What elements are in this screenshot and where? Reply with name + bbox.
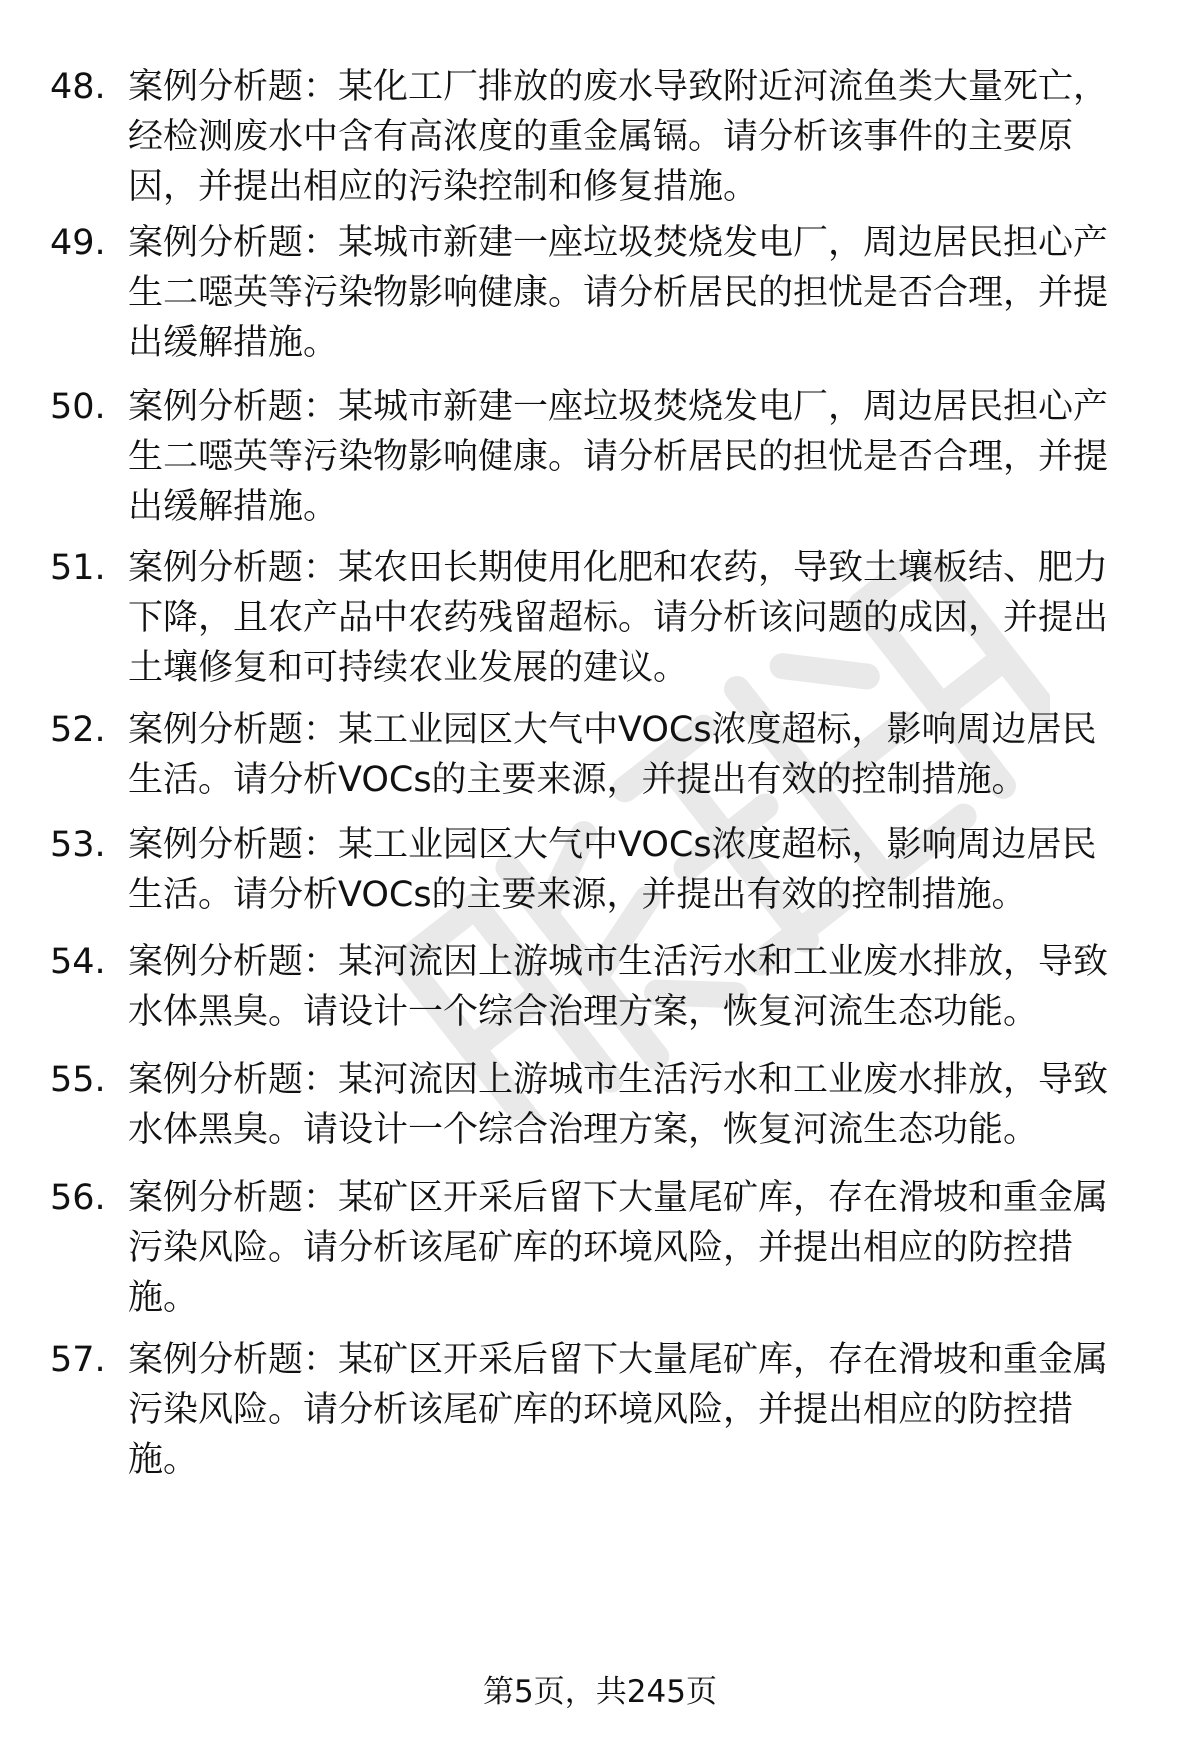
question-line: 案例分析题：某农田长期使用化肥和农药，导致土壤板结、肥力 [128,548,1109,588]
question-line: 施。 [128,1278,199,1318]
question-number: 52. [50,710,106,750]
question-text [128,820,1148,920]
question-line: 因，并提出相应的污染控制和修复措施。 [128,167,759,207]
question-line: 案例分析题：某城市新建一座垃圾焚烧发电厂，周边居民担心产 [128,387,1109,427]
question-line: 案例分析题：某河流因上游城市生活污水和工业废水排放，导致 [128,942,1109,982]
question-text [128,705,1148,805]
question-text [128,543,1148,693]
question-number: 53. [50,825,106,865]
question-line: 污染风险。请分析该尾矿库的环境风险，并提出相应的防控措 [128,1228,1074,1268]
question-line: 案例分析题：某工业园区大气中VOCs浓度超标，影响周边居民 [128,825,1097,865]
question-line: 案例分析题：某矿区开采后留下大量尾矿库，存在滑坡和重金属 [128,1178,1109,1218]
question-number: 51. [50,548,106,588]
question-line: 土壤修复和可持续农业发展的建议。 [128,648,689,688]
question-text [128,1335,1148,1485]
page-number-footer: 第5页，共245页 [483,1674,717,1710]
question-number: 48. [50,67,106,107]
question-line: 污染风险。请分析该尾矿库的环境风险，并提出相应的防控措 [128,1390,1074,1430]
question-number: 55. [50,1060,106,1100]
question-line: 出缓解措施。 [128,323,339,363]
question-line: 下降，且农产品中农药残留超标。请分析该问题的成因，并提出 [128,598,1109,638]
question-number: 49. [50,223,106,263]
question-number: 56. [50,1178,106,1218]
question-line: 经检测废水中含有高浓度的重金属镉。请分析该事件的主要原 [128,117,1074,157]
question-line: 生二噁英等污染物影响健康。请分析居民的担忧是否合理，并提 [128,273,1109,313]
question-number: 50. [50,387,106,427]
question-line: 案例分析题：某河流因上游城市生活污水和工业废水排放，导致 [128,1060,1109,1100]
question-line: 水体黑臭。请设计一个综合治理方案，恢复河流生态功能。 [128,1110,1039,1150]
question-line: 案例分析题：某矿区开采后留下大量尾矿库，存在滑坡和重金属 [128,1340,1109,1380]
question-line: 生二噁英等污染物影响健康。请分析居民的担忧是否合理，并提 [128,437,1109,477]
question-line: 出缓解措施。 [128,487,339,527]
question-number: 54. [50,942,106,982]
question-text [128,937,1148,1037]
question-text [128,62,1148,212]
question-line: 生活。请分析VOCs的主要来源，并提出有效的控制措施。 [128,760,1027,800]
question-text [128,1055,1148,1155]
question-text [128,382,1148,532]
question-line: 案例分析题：某化工厂排放的废水导致附近河流鱼类大量死亡， [128,67,1109,107]
question-text [128,218,1148,368]
question-line: 案例分析题：某工业园区大气中VOCs浓度超标，影响周边居民 [128,710,1097,750]
question-line: 水体黑臭。请设计一个综合治理方案，恢复河流生态功能。 [128,992,1039,1032]
question-line: 案例分析题：某城市新建一座垃圾焚烧发电厂，周边居民担心产 [128,223,1109,263]
question-number: 57. [50,1340,106,1380]
question-line: 生活。请分析VOCs的主要来源，并提出有效的控制措施。 [128,875,1027,915]
question-line: 施。 [128,1440,199,1480]
question-text [128,1173,1148,1323]
